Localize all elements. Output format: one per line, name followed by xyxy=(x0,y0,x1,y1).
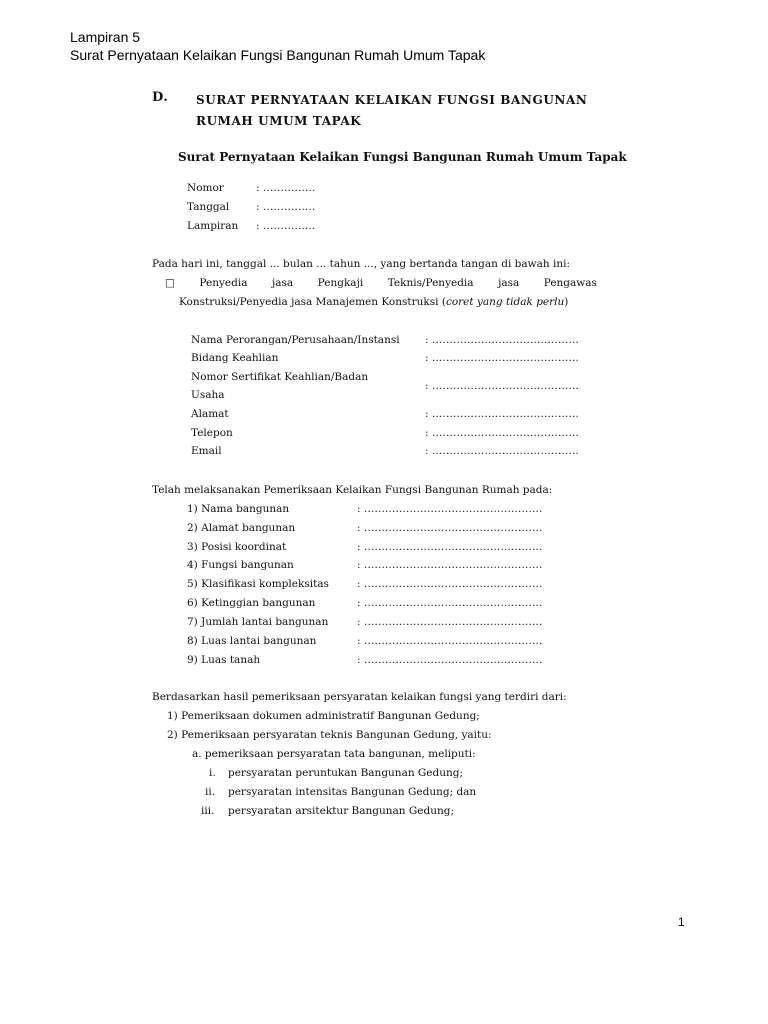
identity-email-label: Email xyxy=(191,445,222,457)
meta-tanggal-label: Tanggal xyxy=(187,201,230,213)
identity-phone-value: : …………………………………… xyxy=(425,427,579,439)
basis-intro: Berdasarkan hasil pemeriksaan persyaratan kelaikan fungsi yang terdiri dari: xyxy=(152,691,567,703)
roman-num: iii. xyxy=(201,805,215,817)
list-item-value: : …………………………………………… xyxy=(357,541,543,553)
list-item-value: : …………………………………………… xyxy=(357,597,543,609)
list-item-label: 9) Luas tanah xyxy=(187,654,261,666)
basis-item-1: 1) Pemeriksaan dokumen administratif Bangunan Gedung; xyxy=(167,710,480,722)
identity-address-label: Alamat xyxy=(191,408,229,420)
identity-email-value: : …………………………………… xyxy=(425,445,579,457)
list-item-value: : …………………………………………… xyxy=(357,522,543,534)
provider-line-1 xyxy=(165,277,597,289)
roman-text: persyaratan peruntukan Bangunan Gedung; xyxy=(228,767,464,779)
provider-word: Teknis/Penyedia xyxy=(387,277,474,289)
provider-line-2: Konstruksi/Penyedia jasa Manajemen Konstruksi (coret yang tidak perlu) xyxy=(179,296,569,308)
statement-title: Surat Pernyataan Kelaikan Fungsi Bangunan Rumah Umum Tapak xyxy=(178,150,627,164)
meta-lampiran-label: Lampiran xyxy=(187,220,239,232)
provider-word: jasa xyxy=(498,277,520,289)
identity-name-value: : …………………………………… xyxy=(425,334,579,346)
section-letter: D. xyxy=(152,90,169,105)
list-item-value: : …………………………………………… xyxy=(357,503,543,515)
section-title: SURAT PERNYATAAN KELAIKAN FUNGSI BANGUNAN RUMAH UMUM TAPAK xyxy=(196,93,588,128)
list-item-label: 5) Klasifikasi kompleksitas xyxy=(187,578,329,590)
document-heading: Surat Pernyataan Kelaikan Fungsi Bangunan Rumah Umum Tapak xyxy=(70,47,486,63)
provider-word: Pengkaji xyxy=(317,277,364,289)
meta-lampiran-value: : …………… xyxy=(256,220,316,232)
list-item-value: : …………………………………………… xyxy=(357,654,543,666)
identity-expertise-label: Bidang Keahlian xyxy=(191,352,279,364)
identity-certificate-label-cont: Usaha xyxy=(191,389,225,401)
roman-text: persyaratan intensitas Bangunan Gedung; dan xyxy=(228,786,477,798)
identity-certificate-value: : …………………………………… xyxy=(425,380,579,392)
list-item-label: 1) Nama bangunan xyxy=(187,503,290,515)
identity-address-value: : …………………………………… xyxy=(425,408,579,420)
list-item-label: 7) Jumlah lantai bangunan xyxy=(187,616,329,628)
roman-num: ii. xyxy=(205,786,216,798)
list-item-label: 6) Ketinggian bangunan xyxy=(187,597,316,609)
meta-nomor-value: : …………… xyxy=(256,182,316,194)
list-item-value: : …………………………………………… xyxy=(357,559,543,571)
page-number: 1 xyxy=(678,915,685,929)
meta-tanggal-value: : …………… xyxy=(256,201,316,213)
identity-name-label: Nama Perorangan/Perusahaan/Instansi xyxy=(191,334,400,346)
list-item-value: : …………………………………………… xyxy=(357,635,543,647)
inspection-intro: Telah melaksanakan Pemeriksaan Kelaikan Fungsi Bangunan Rumah pada: xyxy=(152,484,553,496)
provider-word: jasa xyxy=(271,277,294,289)
identity-phone-label: Telepon xyxy=(191,427,233,439)
provider-word: Penyedia xyxy=(199,277,248,289)
identity-expertise-value: : …………………………………… xyxy=(425,352,579,364)
intro-text: Pada hari ini, tanggal ... bulan ... tahun ..., yang bertanda tangan di bawah ini: xyxy=(152,258,571,270)
roman-text: persyaratan arsitektur Bangunan Gedung; xyxy=(228,805,455,817)
identity-certificate-label: Nomor Sertifikat Keahlian/Badan xyxy=(191,371,369,383)
basis-sub-a: a. pemeriksaan persyaratan tata bangunan, meliputi: xyxy=(192,748,476,760)
list-item-value: : …………………………………………… xyxy=(357,616,543,628)
meta-nomor-label: Nomor xyxy=(187,182,224,194)
list-item-label: 3) Posisi koordinat xyxy=(187,541,287,553)
list-item-label: 2) Alamat bangunan xyxy=(187,522,296,534)
list-item-label: 4) Fungsi bangunan xyxy=(187,559,294,571)
roman-num: i. xyxy=(209,767,216,779)
list-item-value: : …………………………………………… xyxy=(357,578,543,590)
basis-item-2: 2) Pemeriksaan persyaratan teknis Bangunan Gedung, yaitu: xyxy=(167,729,492,741)
attachment-label: Lampiran 5 xyxy=(70,29,141,45)
provider-note: coret yang tidak perlu xyxy=(445,296,565,308)
checkbox-icon: □ xyxy=(165,277,175,289)
list-item-label: 8) Luas lantai bangunan xyxy=(187,635,317,647)
provider-word: Pengawas xyxy=(543,277,597,289)
